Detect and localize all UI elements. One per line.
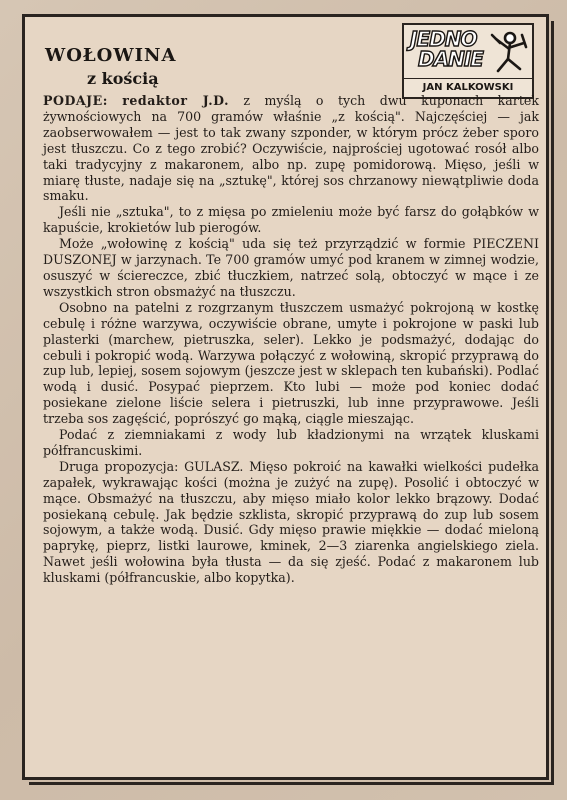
article-body: [43, 93, 539, 586]
article-box: [22, 14, 549, 780]
article-title: WOŁOWINA: [45, 45, 177, 66]
chef-figure-icon: [488, 29, 528, 75]
lead-name: redaktor J.D.: [122, 93, 229, 108]
article-paragraph: Podać z ziemniakami z wody lub kładzionymi na wrzątek kluskami półfrancuskimi.: [43, 427, 539, 458]
article-paragraph: Może „wołowinę z kością" uda się też przyrządzić w formie PIECZENI DUSZONEJ w jarzynach. Te 700 gramów umyć pod kranem w zimnej wodzie, osuszyć w ściereczce, zbić tłuczkiem, natrzeć solą, obtoczyć w mące i ze wszystkich stron obsmażyć na tłuszczu.: [43, 236, 539, 299]
article-paragraph: [43, 93, 539, 204]
column-logo: [402, 23, 534, 99]
logo-line-2: DANIE: [418, 47, 483, 71]
logo-author: JAN KALKOWSKI: [404, 78, 532, 97]
lead-label: PODAJE:: [43, 93, 108, 108]
article-paragraph: Jeśli nie „sztuka", to z mięsa po zmieleniu może być farsz do gołąbków w kapuście, krokietów lub pierogów.: [43, 204, 539, 236]
article-subtitle: z kością: [87, 69, 159, 88]
article-paragraph: Osobno na patelni z rozgrzanym tłuszczem usmażyć pokrojoną w kostkę cebulę i różne warzywa, oczywiście obrane, umyte i pokrojone w paski lub plasterki (marchew, pietruszka, seler). Lekko je podsmażyć, dodając do cebuli i pokropić wodą. Warzywa połączyć z wołowiną, skropić przyprawą do zup lub, lepiej, sosem sojowym (jeszcze jest w sklepach ten kubański). Podlać wodą i dusić. Posypać pieprzem. Kto lubi — może pod koniec dodać posiekane zielone liście selera i pietruszki, lub inne przyprawowe. Jeśli trzeba sos zagęścić, poprószyć go mąką, ciągle mieszając.: [43, 299, 539, 427]
paragraph-text: z myślą o tych dwu kuponach kartek żywnościowych na 700 gramów właśnie „z kością". Najczęściej — jak zaobserwowałem — jest to tak zwany szponder, w którym prócz żeber sporo jest tłuszczu. Co z tego zrobić? Oczywiście, najprościej ugotować rosół albo taki tradycyjny z makaronem, albo np. zupę pomidorową. Mięso, jeśli w miarę tłuste, nadaje się na „sztukę", której sos chrzanowy niewątpliwie doda smaku.: [43, 93, 539, 204]
article-paragraph: Druga propozycja: GULASZ. Mięso pokroić na kawałki wielkości pudełka zapałek, wykrawając kości (można je zużyć na zupę). Posolić i obtoczyć w mące. Obsmażyć na tłuszczu, aby mięso miało kolor lekko brązowy. Dodać posiekaną cebulę. Jak będzie szklista, skropić przyprawą do zup lub sosem sojowym, a także wodą. Dusić. Gdy mięso prawie miękkie — dodać mieloną paprykę, pieprz, listki laurowe, kminek, 2—3 ziarenka angielskiego ziela. Nawet jeśli wołowina była tłusta — da się zjeść. Podać z makaronem lub kluskami (półfrancuskie, albo kopytka).: [43, 458, 539, 586]
logo-line-1: JEDNO: [410, 27, 477, 51]
